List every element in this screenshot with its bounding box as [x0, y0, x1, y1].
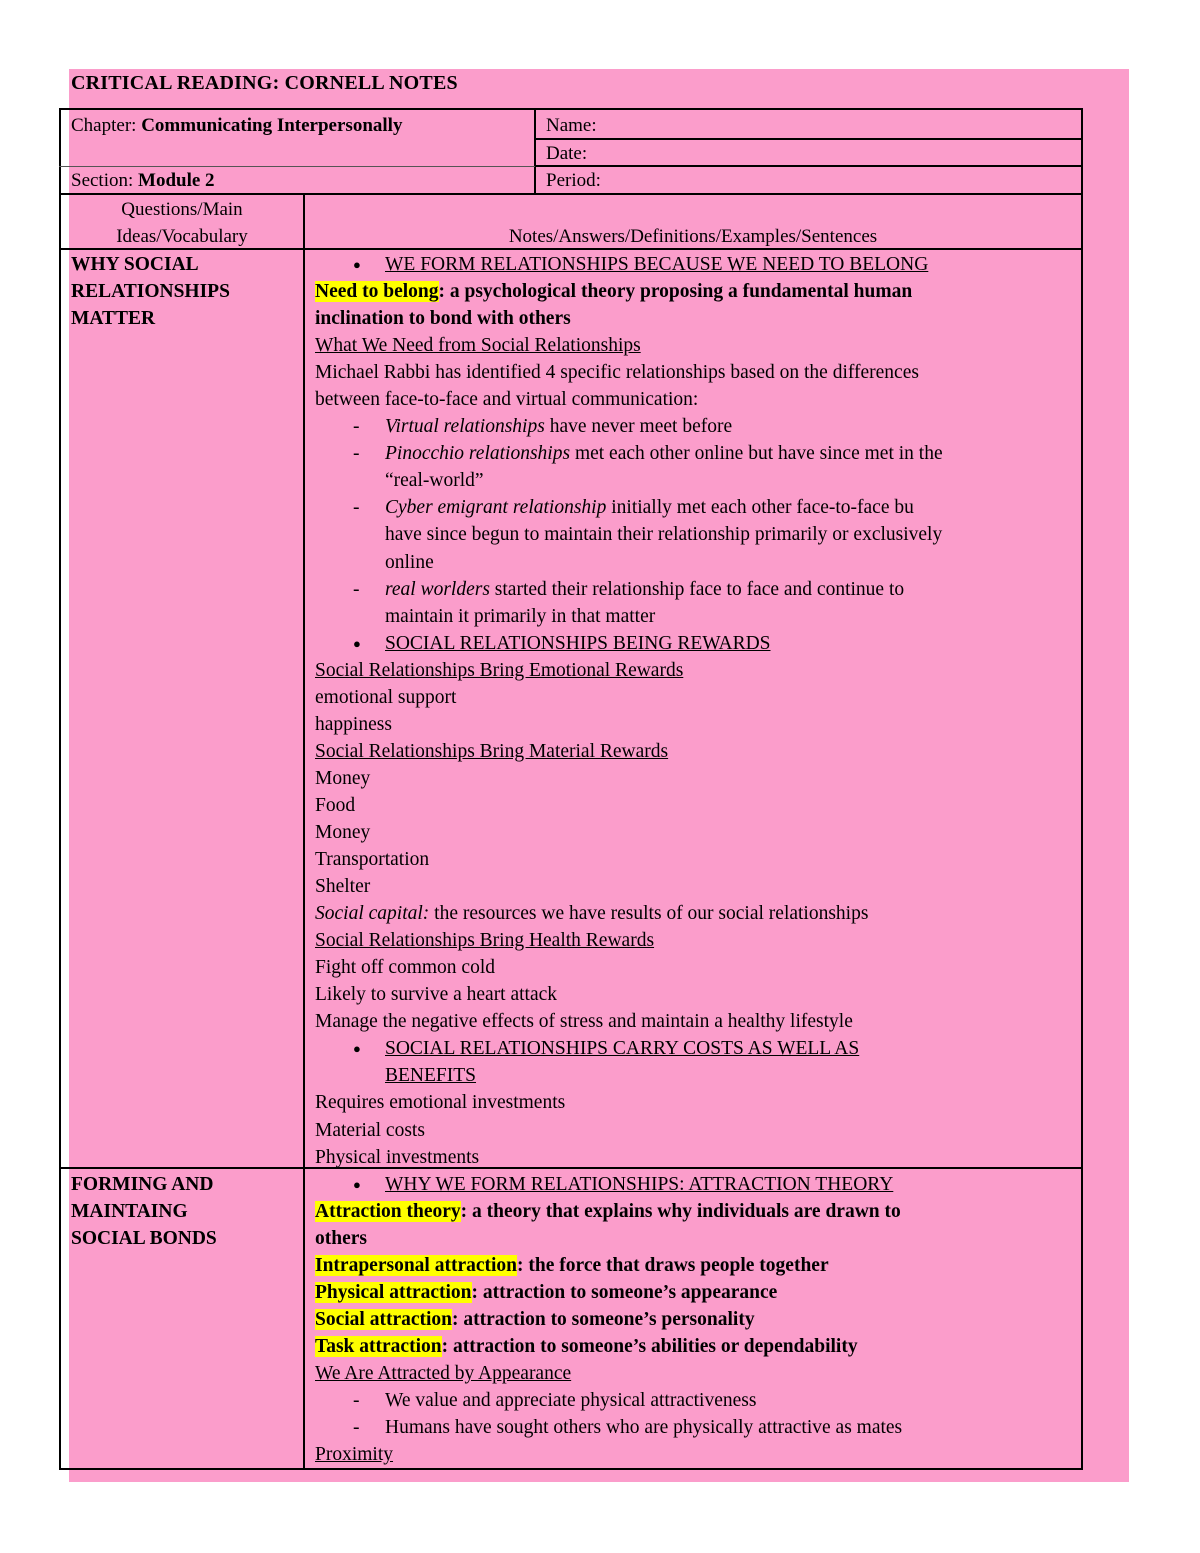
highlighted-term: Need to belong — [315, 281, 439, 303]
item-text: started their relationship face to face and continue to — [489, 578, 905, 600]
paragraph-line: between face-to-face and virtual communication: — [315, 389, 699, 411]
topic-line: MATTER — [71, 308, 156, 329]
bullet-heading-continuation — [315, 1062, 1081, 1089]
period-field[interactable]: Period: — [546, 170, 601, 191]
highlighted-term: Attraction theory — [315, 1201, 461, 1223]
subheading: Social Relationships Bring Material Rewards — [315, 740, 669, 762]
bullet-heading — [315, 251, 1081, 278]
item-text: initially met each other face-to-face bu — [606, 497, 914, 519]
subheading: Social Relationships Bring Health Rewards — [315, 930, 655, 952]
left-column-header-line1: Questions/Main — [121, 199, 243, 220]
name-field[interactable]: Name: — [546, 115, 597, 136]
note-line: happiness — [315, 713, 392, 735]
date-field[interactable]: Date: — [546, 143, 588, 164]
dash-item: - We value and appreciate physical attractiveness — [315, 1387, 1081, 1414]
bullet-heading — [315, 630, 1081, 657]
definition-social-attraction — [315, 1306, 1081, 1333]
definition-task-attraction — [315, 1333, 1081, 1360]
left-column-header — [61, 196, 303, 250]
bullet-heading-text: BENEFITS — [385, 1065, 477, 1087]
name-row-divider — [534, 138, 1083, 140]
dash-item — [315, 494, 1081, 521]
chapter-field[interactable] — [71, 112, 402, 139]
highlighted-term: Intrapersonal attraction — [315, 1255, 518, 1277]
highlighted-term: Social attraction — [315, 1309, 453, 1331]
dash-item — [315, 413, 1081, 440]
bullet-heading-text: SOCIAL RELATIONSHIPS BEING REWARDS — [385, 632, 771, 654]
definition-intrapersonal-attraction — [315, 1252, 1081, 1279]
definition-text: : the force that draws people together — [517, 1255, 829, 1277]
section-field[interactable] — [71, 167, 215, 194]
note-line: Fight off common cold — [315, 957, 496, 979]
bullet-heading-text: WE FORM RELATIONSHIPS BECAUSE WE NEED TO BELONG — [385, 254, 929, 275]
item-continuation: “real-world” — [385, 470, 484, 492]
italic-term: Cyber emigrant relationship — [385, 497, 607, 519]
topic-forming-and-maintaining-social-bonds — [71, 1171, 217, 1252]
topic-line: WHY SOCIAL — [71, 254, 199, 275]
definition-text: : a psychological theory proposing a fundamental human — [438, 281, 913, 303]
definition-attraction-theory — [315, 1198, 1081, 1225]
italic-term: Virtual relationships — [385, 416, 545, 438]
highlighted-term: Physical attraction — [315, 1282, 472, 1304]
bullet-heading-text: SOCIAL RELATIONSHIPS CARRY COSTS AS WELL AS — [385, 1038, 860, 1060]
item-continuation: online — [385, 551, 434, 573]
note-line: Material costs — [315, 1119, 425, 1141]
social-capital-line — [315, 900, 1081, 927]
italic-term: real worlders — [385, 578, 490, 600]
chapter-value: Communicating Interpersonally — [141, 115, 403, 136]
note-line: Requires emotional investments — [315, 1092, 566, 1114]
notes-section-2 — [315, 1171, 1081, 1469]
note-line: Shelter — [315, 876, 371, 898]
bullet-heading — [315, 1035, 1081, 1062]
subheading: Social Relationships Bring Emotional Rewards — [315, 659, 684, 681]
definition-text: : a theory that explains why individuals are drawn to — [460, 1201, 901, 1223]
dash-item — [315, 440, 1081, 467]
definition-continuation: inclination to bond with others — [315, 308, 571, 330]
bullet-heading-text: WHY WE FORM RELATIONSHIPS: ATTRACTION THEORY — [385, 1174, 894, 1195]
topic-why-social-relationships-matter — [71, 251, 230, 332]
dash-item — [315, 576, 1081, 603]
table-right-border — [1081, 108, 1083, 1470]
definition-physical-attraction — [315, 1279, 1081, 1306]
left-column-header-line2: Ideas/Vocabulary — [116, 226, 248, 247]
notes-section-1 — [315, 251, 1081, 1171]
paragraph-line: Michael Rabbi has identified 4 specific relationships based on the differences — [315, 362, 919, 384]
note-line: Money — [315, 821, 371, 843]
definition-text: : attraction to someone’s abilities or dependability — [441, 1336, 858, 1358]
section-value: Module 2 — [138, 170, 215, 191]
column-divider — [303, 193, 305, 1470]
item-text: met each other online but have since met in the — [570, 443, 943, 465]
bullet-heading — [315, 1171, 1081, 1198]
definition-continuation: others — [315, 1228, 367, 1250]
chapter-label: Chapter: — [71, 115, 142, 136]
dash-item: - Humans have sought others who are physically attractive as mates — [315, 1414, 1081, 1441]
right-column-header: Notes/Answers/Definitions/Examples/Sentences — [508, 226, 878, 247]
italic-term: Pinocchio relationships — [385, 443, 571, 465]
item-text: the resources we have results of our social relationships — [429, 903, 869, 925]
subheading: We Are Attracted by Appearance — [315, 1363, 572, 1385]
date-row-divider — [534, 165, 1083, 167]
section-label: Section: — [71, 170, 139, 191]
italic-term: Social capital: — [315, 903, 430, 925]
subheading: Proximity — [315, 1444, 394, 1466]
note-line: Physical investments — [315, 1146, 480, 1168]
item-text: have never meet before — [544, 416, 733, 438]
item-continuation: have since begun to maintain their relationship primarily or exclusively — [385, 524, 943, 546]
topic-line: FORMING AND — [71, 1174, 214, 1195]
definition-text: : attraction to someone’s personality — [452, 1309, 755, 1331]
subheading: What We Need from Social Relationships — [315, 335, 641, 357]
item-continuation: maintain it primarily in that matter — [385, 605, 656, 627]
topic-line: SOCIAL BONDS — [71, 1228, 217, 1249]
note-line: emotional support — [315, 686, 457, 708]
topic-line: MAINTAING — [71, 1201, 188, 1222]
definition-need-to-belong — [315, 278, 1081, 305]
header-divider — [534, 108, 536, 195]
table-top-border — [59, 108, 1083, 110]
topic-line: RELATIONSHIPS — [71, 281, 230, 302]
note-line: Manage the negative effects of stress and maintain a healthy lifestyle — [315, 1011, 853, 1033]
note-line: Money — [315, 767, 371, 789]
note-line: Likely to survive a heart attack — [315, 984, 558, 1006]
table-left-border — [59, 108, 61, 1470]
page-title: CRITICAL READING: CORNELL NOTES — [71, 72, 458, 94]
note-line: Food — [315, 794, 356, 816]
note-line: Transportation — [315, 849, 430, 871]
highlighted-term: Task attraction — [315, 1336, 442, 1358]
definition-text: : attraction to someone’s appearance — [471, 1282, 778, 1304]
